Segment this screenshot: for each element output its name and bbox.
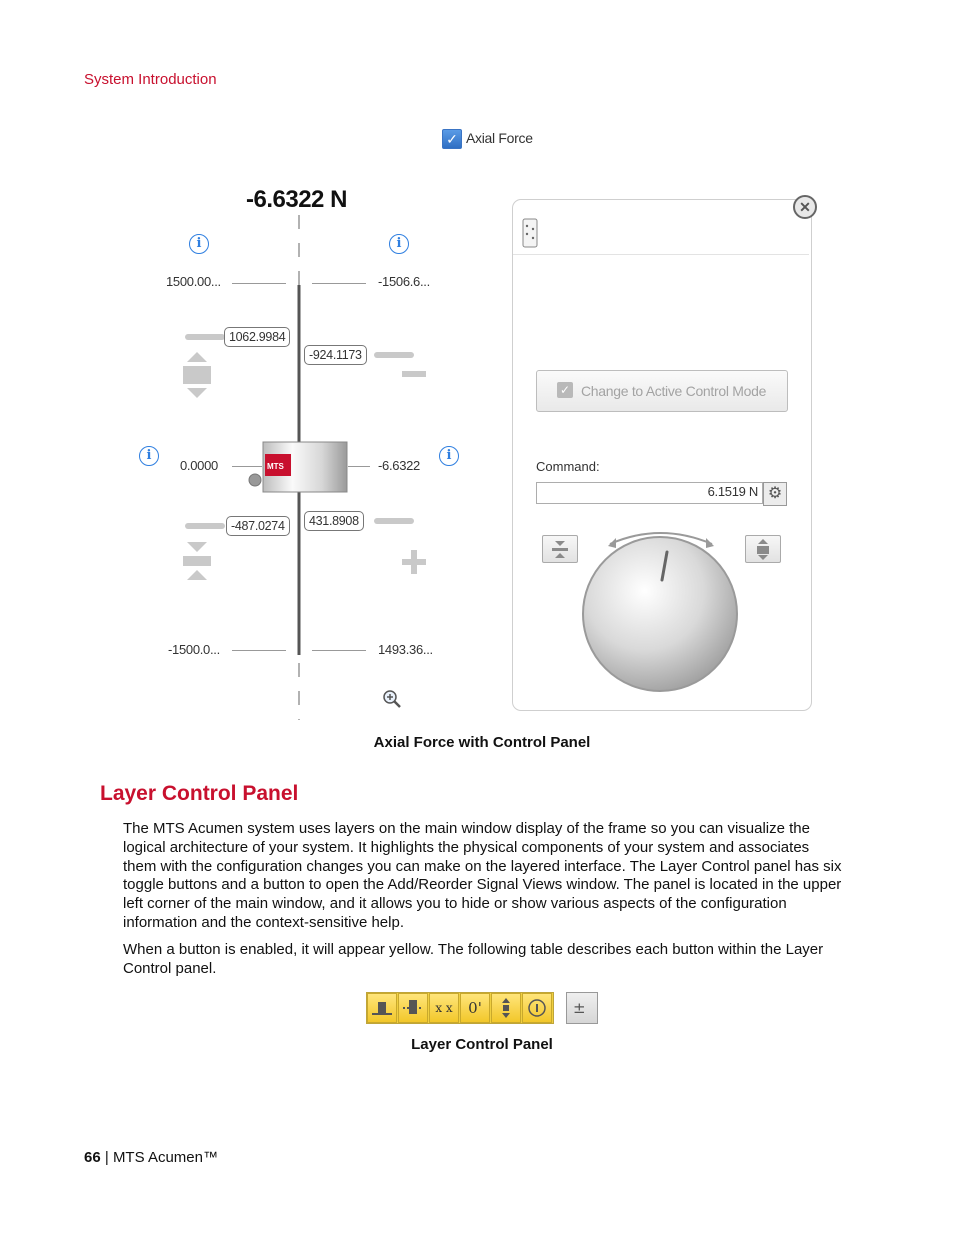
info-icon <box>523 994 551 1022</box>
left-lower-limit[interactable]: -487.0274 <box>226 516 290 536</box>
info-icon[interactable]: i <box>389 234 409 254</box>
step-up-button[interactable] <box>745 535 781 563</box>
plus-minus-icon <box>567 993 597 1023</box>
section-header: System Introduction <box>84 71 217 88</box>
left-scale-bottom: -1500.0... <box>168 642 220 657</box>
close-icon[interactable]: ✕ <box>793 195 817 219</box>
panel-divider <box>513 254 809 255</box>
figure-caption: Axial Force with Control Panel <box>373 734 591 751</box>
limit-bar <box>374 518 414 524</box>
toolbar-caption: Layer Control Panel <box>411 1036 553 1053</box>
page-number: 66 <box>84 1149 101 1166</box>
info-icon[interactable]: i <box>189 234 209 254</box>
layer-toggle-button[interactable] <box>367 993 397 1023</box>
scale-tick <box>232 283 286 284</box>
right-scale-top: -1506.6... <box>378 274 430 289</box>
limit-bar <box>185 334 225 340</box>
scale-tick <box>312 650 366 651</box>
minus-icon[interactable] <box>402 366 426 382</box>
force-readout: -6.6322 N <box>246 186 347 213</box>
step-down-button[interactable] <box>542 535 578 563</box>
layer-toggle-button[interactable] <box>460 993 490 1023</box>
layer-limit-icon <box>368 994 396 1022</box>
footer-separator: | <box>104 1149 109 1166</box>
layer-signal-icon <box>399 994 427 1022</box>
info-icon[interactable]: i <box>439 446 459 466</box>
scale-tick <box>348 466 370 467</box>
left-scale-center: 0.0000 <box>180 458 218 473</box>
page-footer <box>84 1149 218 1166</box>
left-scale-top: 1500.00... <box>166 274 221 289</box>
layer-toggle-button[interactable] <box>522 993 552 1023</box>
svg-text:MTS: MTS <box>267 462 284 471</box>
scale-tick <box>232 650 286 651</box>
compress-icon <box>543 536 577 562</box>
limit-bar <box>185 523 225 529</box>
right-scale-bottom: 1493.36... <box>378 642 433 657</box>
add-reorder-signal-views-button[interactable] <box>566 992 598 1024</box>
xx-label: x x <box>435 1001 453 1015</box>
limit-bar <box>374 352 414 358</box>
layer-toggle-button[interactable] <box>398 993 428 1023</box>
right-scale-center: -6.6322 <box>378 458 420 473</box>
expand-limits-icon[interactable] <box>181 540 213 582</box>
right-upper-limit[interactable]: -924.1173 <box>304 345 367 365</box>
zero-prime-label: 0' <box>468 999 482 1017</box>
layer-control-toolbar <box>366 992 554 1024</box>
plus-icon[interactable] <box>402 550 426 574</box>
scale-tick <box>312 283 366 284</box>
product-name: MTS Acumen™ <box>112 1149 218 1166</box>
layer-toggle-button[interactable] <box>429 993 459 1023</box>
axial-force-label: Axial Force <box>466 130 533 146</box>
command-knob[interactable] <box>580 522 740 694</box>
section-title: Layer Control Panel <box>100 782 299 805</box>
command-label: Command: <box>536 459 600 474</box>
svg-text:±: ± <box>573 999 586 1017</box>
actuator-graphic <box>245 440 351 494</box>
paragraph: The MTS Acumen system uses layers on the main window display of the frame so you can visualize the logical architecture of your system. It highlights the physical components of your system and associates them with the configuration changes you can make on the layered interface. The Layer Control panel has six toggle buttons and a button to open the Add/Reorder Signal Views window. The panel is located in the upper left corner of the main window, and it allows you to hide or show various aspects of the configuration information and the context-sensitive help. <box>123 820 842 931</box>
axial-force-checkbox[interactable]: ✓ <box>442 129 462 149</box>
mode-checkbox: ✓ <box>557 382 573 398</box>
compress-limits-icon[interactable] <box>181 350 213 400</box>
right-lower-limit[interactable]: 431.8908 <box>304 511 364 531</box>
zoom-in-icon[interactable] <box>382 689 402 709</box>
left-upper-limit[interactable]: 1062.9984 <box>224 327 290 347</box>
info-icon[interactable]: i <box>139 446 159 466</box>
gear-icon[interactable]: ⚙ <box>763 482 787 506</box>
remote-control-icon[interactable] <box>521 217 541 249</box>
command-value: 6.1519 N <box>707 484 758 499</box>
layer-range-icon <box>492 994 520 1022</box>
change-control-mode-label: Change to Active Control Mode <box>581 383 767 399</box>
expand-icon <box>746 536 780 562</box>
paragraph: When a button is enabled, it will appear yellow. The following table describes each button within the Layer Control panel. <box>123 941 824 977</box>
layer-toggle-button[interactable] <box>491 993 521 1023</box>
